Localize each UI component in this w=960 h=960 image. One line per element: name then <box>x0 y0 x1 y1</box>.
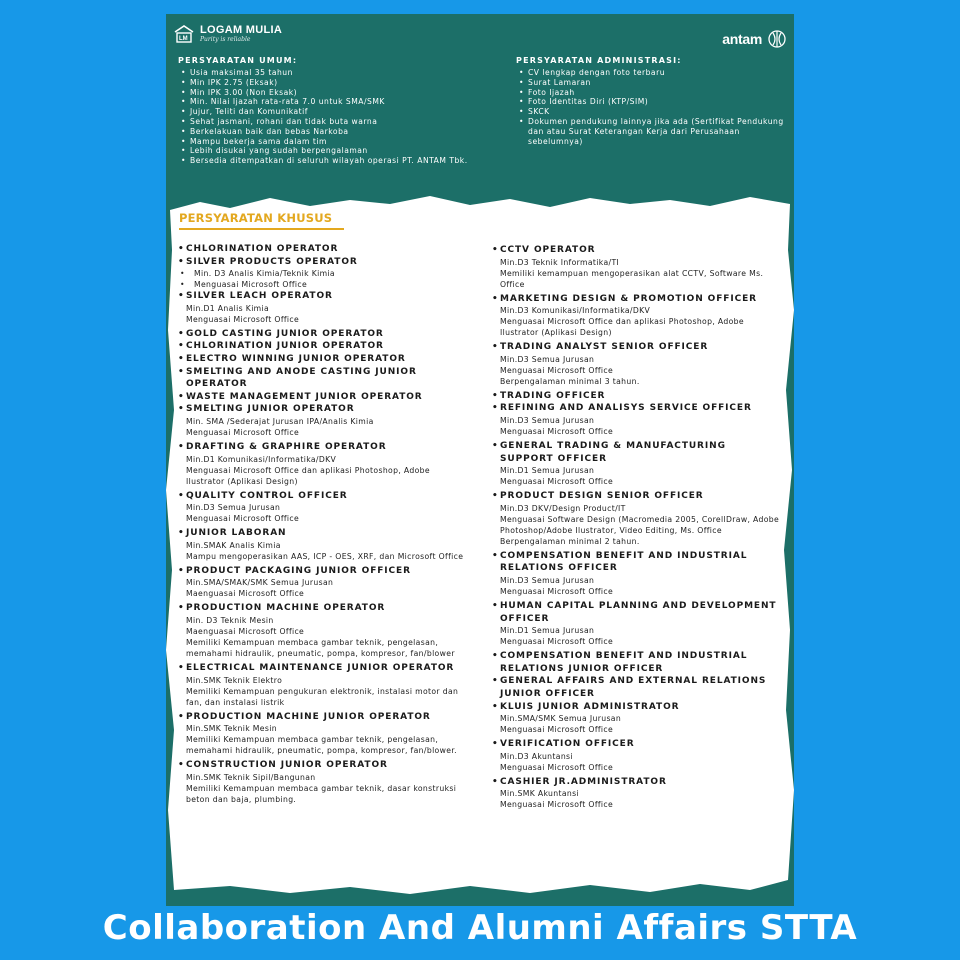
job-entry <box>490 550 780 600</box>
general-heading: PERSYARATAN UMUM: <box>178 56 298 65</box>
job-entry <box>490 675 780 700</box>
job-requirement: Min.D1 Semua Jurusan <box>500 466 595 476</box>
job-title: • CCTV OPERATOR <box>490 244 780 257</box>
general-requirement-item: • Min IPK 2.75 (Eksak) <box>178 78 468 88</box>
job-requirement: Min.SMK Teknik Mesin <box>186 724 277 734</box>
job-requirement: Menguasai Microsoft Office <box>500 762 614 772</box>
job-requirement: Memiliki kemampuan mengoperasikan alat CCTV, Software Ms. Office <box>500 268 764 289</box>
job-entry <box>176 340 466 353</box>
job-title: • MARKETING DESIGN & PROMOTION OFFICER <box>490 293 780 306</box>
general-requirement-item: • Min IPK 3.00 (Non Eksak) <box>178 88 468 98</box>
job-title: • CHLORINATION OPERATOR <box>176 243 466 256</box>
job-requirement: Menguasai Microsoft Office <box>500 800 614 810</box>
job-requirement: Maenguasai Microsoft Office <box>186 589 305 599</box>
job-requirement: Min.D3 Semua Jurusan <box>186 503 281 513</box>
job-title: • ELECTRO WINNING JUNIOR OPERATOR <box>176 353 466 366</box>
admin-requirement-item: • SKCK <box>516 107 786 117</box>
job-requirement: Menguasai Microsoft Office <box>500 426 614 436</box>
job-requirement: Menguasai Microsoft Office dan aplikasi Photoshop, Adobe Ilustrator (Aplikasi Design) <box>186 465 430 486</box>
job-title: • COMPENSATION BENEFIT AND INDUSTRIAL RELATIONS JUNIOR OFFICER <box>490 650 780 675</box>
job-requirement: Menguasai Microsoft Office dan aplikasi Photoshop, Adobe Ilustrator (Aplikasi Design) <box>500 317 744 338</box>
general-list <box>178 68 468 166</box>
job-title: • TRADING OFFICER <box>490 390 780 403</box>
job-entry <box>176 441 466 490</box>
job-entry <box>176 490 466 528</box>
job-title: • PRODUCT PACKAGING JUNIOR OFFICER <box>176 565 466 578</box>
logo-left-name: LOGAM MULIA <box>200 24 283 36</box>
job-entry <box>176 290 466 328</box>
admin-requirement-item: • Foto Identitas Diri (KTP/SIM) <box>516 97 786 107</box>
job-requirement: Min.D3 Teknik Informatika/TI <box>500 257 620 267</box>
job-requirement: Min.SMA/SMAK/SMK Semua Jurusan <box>186 578 334 588</box>
job-requirement: Menguasai Microsoft Office <box>500 477 614 487</box>
admin-requirement-item: • CV lengkap dengan foto terbaru <box>516 68 786 78</box>
special-requirements-left-column <box>176 243 466 808</box>
job-requirement: Min.D3 Semua Jurusan <box>500 415 595 425</box>
antam-emblem-icon <box>768 30 786 48</box>
general-requirement-item: • Bersedia ditempatkan di seluruh wilayah operasi PT. ANTAM Tbk. <box>178 156 468 166</box>
job-requirement: Menguasai Microsoft Office <box>186 427 300 437</box>
job-title: • CASHIER JR.ADMINISTRATOR <box>490 776 780 789</box>
job-requirement: Menguasai Microsoft Office <box>186 514 300 524</box>
job-requirement: Min.D3 Komunikasi/Informatika/DKV <box>500 306 651 316</box>
job-entry <box>176 662 466 711</box>
job-requirement: Berpengalaman minimal 3 tahun. <box>500 376 640 386</box>
job-title: • PRODUCTION MACHINE JUNIOR OPERATOR <box>176 711 466 724</box>
svg-text:LM: LM <box>179 35 188 42</box>
job-entry <box>176 243 466 256</box>
job-requirement: Berpengalaman minimal 2 tahun. <box>500 536 640 546</box>
job-entry <box>176 353 466 366</box>
job-title: • QUALITY CONTROL OFFICER <box>176 490 466 503</box>
general-requirement-item: • Mampu bekerja sama dalam tim <box>178 137 468 147</box>
job-entry <box>176 391 466 404</box>
job-title: • ELECTRICAL MAINTENANCE JUNIOR OPERATOR <box>176 662 466 675</box>
job-requirement: • Menguasai Microsoft Office <box>176 279 466 290</box>
job-title: • CONSTRUCTION JUNIOR OPERATOR <box>176 759 466 772</box>
job-entry <box>490 440 780 490</box>
job-entry <box>490 293 780 342</box>
job-title: • HUMAN CAPITAL PLANNING AND DEVELOPMENT OFFICER <box>490 600 780 625</box>
job-requirement: Min.SMK Akuntansi <box>500 789 579 799</box>
job-requirement: Min.D3 Semua Jurusan <box>500 575 595 585</box>
general-requirement-item: • Jujur, Teliti dan Komunikatif <box>178 107 468 117</box>
job-entry <box>176 366 466 391</box>
general-requirement-item: • Sehat jasmani, rohani dan tidak buta warna <box>178 117 468 127</box>
job-entry <box>490 701 780 739</box>
job-requirement: Min.D1 Komunikasi/Informatika/DKV <box>186 454 337 464</box>
job-entry <box>490 600 780 650</box>
general-requirements <box>178 56 468 166</box>
job-entry <box>176 403 466 441</box>
job-entry <box>176 565 466 603</box>
job-requirement: Min.SMAK Analis Kimia <box>186 540 281 550</box>
job-requirement: Mampu mengoperasikan AAS, ICP - OES, XRF, dan Microsoft Office <box>186 551 464 561</box>
job-requirement: Min.D3 Semua Jurusan <box>500 354 595 364</box>
job-title: • GOLD CASTING JUNIOR OPERATOR <box>176 328 466 341</box>
job-requirement: Memiliki Kemampuan pengukuran elektronik, instalasi motor dan fan, dan instalasi listrik <box>186 686 459 707</box>
job-entry <box>490 341 780 390</box>
job-requirement: Memiliki Kemampuan membaca gambar teknik, pengelasan, memahami hidraulik, pneumatic, pompa, kompresor, fan/blower. <box>186 735 457 756</box>
job-title: • VERIFICATION OFFICER <box>490 738 780 751</box>
job-entry <box>490 402 780 440</box>
job-requirement: Min.D3 Akuntansi <box>500 751 573 761</box>
job-entry <box>176 527 466 565</box>
job-title: • PRODUCT DESIGN SENIOR OFFICER <box>490 490 780 503</box>
job-title: • SILVER PRODUCTS OPERATOR <box>176 256 466 269</box>
logo-left-tagline: Purity is reliable <box>200 36 251 43</box>
footer-caption: Collaboration And Alumni Affairs STTA <box>102 908 858 948</box>
job-requirement: Menguasai Microsoft Office <box>500 365 614 375</box>
special-requirements-right-column <box>490 244 780 813</box>
job-title: • GENERAL AFFAIRS AND EXTERNAL RELATIONS JUNIOR OFFICER <box>490 675 780 700</box>
job-requirement: • Min. D3 Analis Kimia/Teknik Kimia <box>176 268 466 279</box>
admin-requirement-item: • Surat Lamaran <box>516 78 786 88</box>
heading-underline <box>179 228 344 230</box>
antam-wordmark: antam <box>722 31 762 47</box>
antam-logo <box>714 26 788 52</box>
job-requirement: Memiliki Kemampuan membaca gambar teknik, dasar konstruksi beton dan baja, plumbing. <box>186 783 457 804</box>
general-requirement-item: • Lebih disukai yang sudah berpengalaman <box>178 146 468 156</box>
job-requirement: Menguasai Microsoft Office <box>500 725 614 735</box>
job-entry <box>176 602 466 662</box>
general-requirement-item: • Usia maksimal 35 tahun <box>178 68 468 78</box>
special-requirements-heading: PERSYARATAN KHUSUS <box>179 211 333 225</box>
admin-list <box>516 68 786 146</box>
admin-requirement-item: • Dokumen pendukung lainnya jika ada (Sertifikat Pendukung dan atau Surat Keterangan Kerja dari Perusahaan sebelumnya) <box>516 117 786 146</box>
job-title: • SMELTING JUNIOR OPERATOR <box>176 403 466 416</box>
job-entry <box>490 490 780 550</box>
job-entry <box>490 390 780 403</box>
job-requirement: Menguasai Software Design (Macromedia 2005, CorellDraw, Adobe Photoshop/Adobe Ilustrator, Video Editing, Ms. Office <box>500 514 780 535</box>
job-title: • REFINING AND ANALISYS SERVICE OFFICER <box>490 402 780 415</box>
job-entry <box>176 328 466 341</box>
administrative-requirements <box>516 56 786 146</box>
general-requirement-item: • Berkelakuan baik dan bebas Narkoba <box>178 127 468 137</box>
job-requirement: Min.D3 DKV/Design Product/IT <box>500 503 626 513</box>
job-requirement: Min.SMK Teknik Elektro <box>186 675 283 685</box>
job-requirement: Min.D1 Semua Jurusan <box>500 626 595 636</box>
job-requirement: Maenguasai Microsoft Office <box>186 626 305 636</box>
job-title: • KLUIS JUNIOR ADMINISTRATOR <box>490 701 780 714</box>
job-entry <box>490 738 780 776</box>
job-requirement: Min. SMA /Sederajat Jurusan IPA/Analis Kimia <box>186 416 374 426</box>
general-requirement-item: • Min. Nilai Ijazah rata-rata 7.0 untuk SMA/SMK <box>178 97 468 107</box>
job-title: • SILVER LEACH OPERATOR <box>176 290 466 303</box>
job-requirement: Memiliki Kemampuan membaca gambar teknik, pengelasan, memahami hidraulik, pneumatic, pompa, kompresor, fan/blower <box>186 637 455 658</box>
job-entry <box>490 776 780 814</box>
job-entry <box>176 256 466 291</box>
job-requirement: Menguasai Microsoft Office <box>500 586 614 596</box>
logam-mulia-icon <box>174 25 194 43</box>
job-entry <box>490 650 780 675</box>
job-entry <box>176 711 466 760</box>
job-entry <box>176 759 466 808</box>
job-requirement: Min.SMK Teknik Sipil/Bangunan <box>186 772 316 782</box>
job-title: • CHLORINATION JUNIOR OPERATOR <box>176 340 466 353</box>
job-requirement: Min.D1 Analis Kimia <box>186 303 270 313</box>
job-requirement: Menguasai Microsoft Office <box>186 314 300 324</box>
job-title: • JUNIOR LABORAN <box>176 527 466 540</box>
job-title: • GENERAL TRADING & MANUFACTURING SUPPORT OFFICER <box>490 440 780 465</box>
job-requirement: Menguasai Microsoft Office <box>500 637 614 647</box>
job-entry <box>490 244 780 293</box>
job-title: • SMELTING AND ANODE CASTING JUNIOR OPERATOR <box>176 366 466 391</box>
job-requirement: Min. D3 Teknik Mesin <box>186 615 274 625</box>
admin-requirement-item: • Foto Ijazah <box>516 88 786 98</box>
job-title: • PRODUCTION MACHINE OPERATOR <box>176 602 466 615</box>
job-title: • COMPENSATION BENEFIT AND INDUSTRIAL RELATIONS OFFICER <box>490 550 780 575</box>
admin-heading: PERSYARATAN ADMINISTRASI: <box>516 56 682 65</box>
job-title: • WASTE MANAGEMENT JUNIOR OPERATOR <box>176 391 466 404</box>
job-title: • TRADING ANALYST SENIOR OFFICER <box>490 341 780 354</box>
job-title: • DRAFTING & GRAPHIRE OPERATOR <box>176 441 466 454</box>
job-requirement: Min.SMA/SMK Semua Jurusan <box>500 714 622 724</box>
logam-mulia-logo <box>174 24 282 43</box>
